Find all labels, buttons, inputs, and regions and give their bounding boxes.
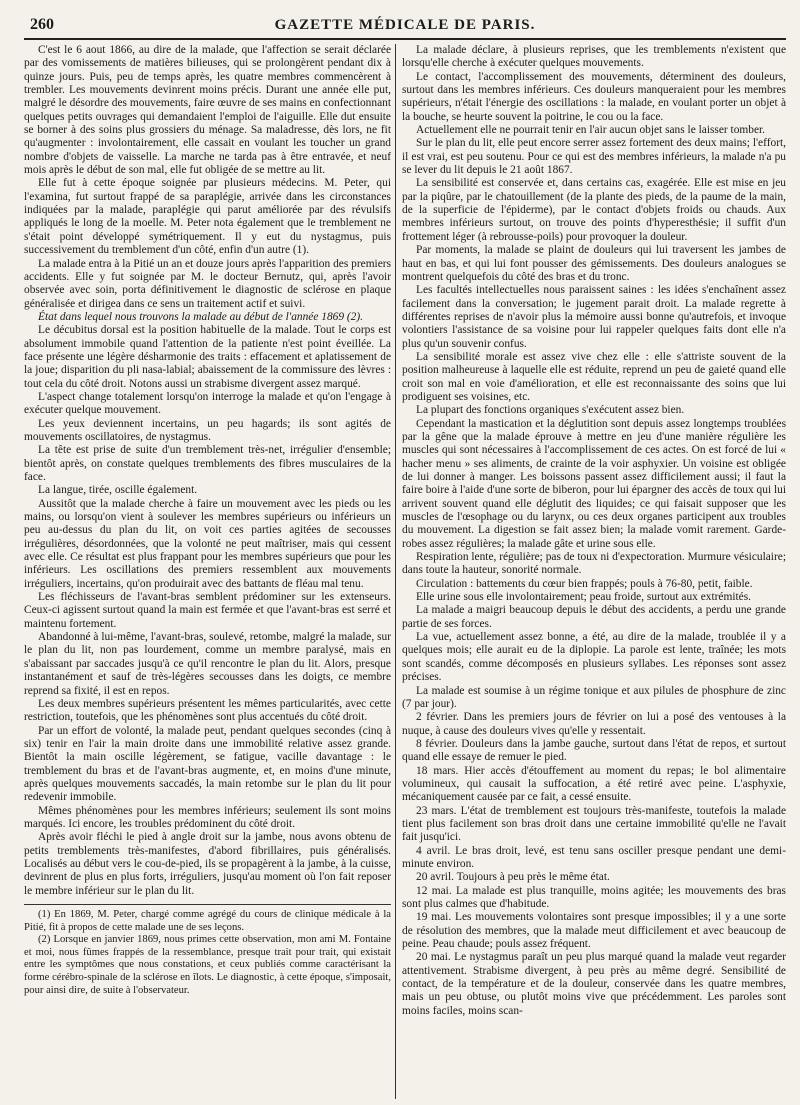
paragraph: Les yeux deviennent incertains, un peu hagards; ils sont agités de mouvements oscillatoires, de nystagmus. xyxy=(24,417,391,443)
paragraph: Par un effort de volonté, la malade peut, pendant quelques secondes (cinq à six) tenir en l'air la main droite dans une immobilité relative assez grande. Bientôt la main oscille légèrement, se fatigue, vacille davantage : le tremblement du bras et de l'avant-bras augmente, et, en moins d'une minute, après quelques mouvements saccadés, la main retombe sur le plan du lit pour redevenir immobile. xyxy=(24,724,391,804)
paragraph: La malade a maigri beaucoup depuis le début des accidents, a perdu une grande partie de ses forces. xyxy=(402,604,786,630)
journal-title: GAZETTE MÉDICALE DE PARIS. xyxy=(274,17,536,33)
paragraph: Elle urine sous elle involontairement; peau froide, surtout aux extrémités. xyxy=(416,591,751,604)
paragraph: Les deux membres supérieurs présentent les mêmes particularités, avec cette restriction, toutefois, que les phénomènes sont plus accentués du côté droit. xyxy=(24,697,391,724)
paragraph: Cependant la mastication et la déglutition sont depuis assez longtemps troublées par la gêne que la malade éprouve à mettre en jeu d'une manière régulière les muscles qui sont nécessaires à l'accomplissement de ces actes. On est forcé de lui « hacher menu » ses aliments, de crainte de la voir asphyxier. Un voisine est obligée de lui donner à manger. Les boissons passent assez difficilement aussi; il faut la faire boire à l'aide d'une sorte de biberon, pour lui épargner des accès de toux qui lui arrivent souvent quand elle déglutit des liquides; ce qui faisait supposer que les muscles de l'œsophage ou du larynx, ou ces deux organes participent aux troubles du mouvement. La digestion se fait assez bien; la malade vomit rarement. Garde-robes assez régulières; la malade gâte et urine sous elle. xyxy=(402,417,786,550)
section-heading: État dans lequel nous trouvons la malade au début de l'année 1869 (2). xyxy=(38,310,364,323)
paragraph: 20 avril. Toujours à peu près le même état. xyxy=(416,871,610,884)
paragraph: La vue, actuellement assez bonne, a été, au dire de la malade, troublée il y a quelques mois; elle aurait eu de la diplopie. La parole est lente, traînée; les mots sont scandés, comme décomposés en plusieurs syllabes. Les réponses sont assez précises. xyxy=(402,631,786,684)
page-header xyxy=(24,14,786,40)
paragraph: 4 avril. Le bras droit, levé, est tenu sans osciller presque pendant une demi-minute environ. xyxy=(402,844,786,870)
paragraph: 20 mai. Le nystagmus paraît un peu plus marqué quand la malade veut regarder attentivement. Strabisme divergent, à peu près au même degré. Sensibilité de contact, de la température et de la douleur, conservée dans les quatre membres, mais un peu obtuse, ou plutôt moins vive que précédemment. Les paroles sont moins faciles, moins scan- xyxy=(402,951,786,1017)
footnotes xyxy=(24,909,391,997)
page-number: 260 xyxy=(30,16,54,33)
paragraph: La plupart des fonctions organiques s'exécutent assez bien. xyxy=(416,404,685,417)
paragraph: La malade déclare, à plusieurs reprises, que les tremblements n'existent que lorsqu'elle cherche à exécuter quelques mouvements. xyxy=(402,44,786,70)
paragraph: La sensibilité morale est assez vive chez elle : elle s'attriste souvent de la position malheureuse à laquelle elle est réduite, reprend un peu de gaieté quand elle croit son mal en voie d'amélioration, et elle est reconnaissante des soins que lui prodiguent ses voisines, etc. xyxy=(402,350,786,403)
paragraph: La sensibilité est conservée et, dans certains cas, exagérée. Elle est mise en jeu par la piqûre, par le chatouillement (de la plante des pieds, de la paume de la main, de la superficie de l'épiderme), par le contact d'objets froids ou chauds. Aux membres inférieurs surtout, on trouve des points d'hyperesthésie; il suffit d'un frottement léger (à rebrousse-poils) pour provoquer la douleur. xyxy=(402,177,786,243)
paragraph: C'est le 6 aout 1866, au dire de la malade, que l'affection se serait déclarée par des vomissements de matières bilieuses, qui se prolongèrent pendant dix à quinze jours. Puis, peu de temps après, les quatre membres commencèrent à trembler. Les mouvements devinrent moins précis. Durant une année elle put, malgré le désordre des mouvements, faire œuvre de ses mains en confectionnant quelques petits ouvrages qui demandaient l'emploi de l'aiguille. Elle dut ensuite se borner à des soins plus grossiers du ménage. Sa maladresse, dès lors, ne fit qu'augmenter : involontairement, elle cassait en voulant les toucher un grand nombre d'objets de vaisselle. La marche ne tarda pas à être entravée, et neuf mois après le début de son mal, elle fut obligée de se mettre au lit. xyxy=(24,44,391,177)
paragraph: La tête est prise de suite d'un tremblement très-net, irrégulier d'ensemble; bientôt après, on constate quelques tremblements des fibres musculaires de la face. xyxy=(24,444,391,483)
paragraph: Les fléchisseurs de l'avant-bras semblent prédominer sur les extenseurs. Ceux-ci agissent surtout quand la main est fermée et que l'avant-bras est serré et maintenu fortement. xyxy=(24,591,391,630)
paragraph: La malade entra à la Pitié un an et douze jours après l'apparition des premiers accidents. Elle y fut soignée par M. le docteur Bernutz, qui, après l'avoir observée avec soin, porta définitivement le diagnostic de sclérose en plaque généralisée et dirigea dans ce sens un traitement actif et suivi. xyxy=(24,257,391,310)
paragraph: 2 février. Dans les premiers jours de février on lui a posé des ventouses à la nuque, à cause des douleurs vives qu'elle y ressentait. xyxy=(402,711,786,737)
paragraph: Aussitôt que la malade cherche à faire un mouvement avec les pieds ou les mains, ou lorsqu'on vient à soulever les membres supérieurs ou inférieurs un peu au-dessus du plan du lit, on voit ces parties agitées de secousses irrégulières, désordonnées, que la volonté ne peut maîtriser, mais qui cessent avec elle. Ce résultat est plus frappant pour les membres supérieurs que pour les inférieurs. Les oscillations des premiers ressemblent aux mouvements irréguliers, incertains, qu'on produirait avec des battants de fléau mal tenu. xyxy=(24,497,391,590)
paragraph: Mêmes phénomènes pour les membres inférieurs; seulement ils sont moins marqués. Ici encore, les troubles prédominent du côté droit. xyxy=(24,804,391,830)
paragraph: 23 mars. L'état de tremblement est toujours très-manifeste, toutefois la malade tient plus facilement son bras droit dans une certaine immobilité qu'elle ne l'avait fait jusqu'ici. xyxy=(402,804,786,844)
footnote: (2) Lorsque en janvier 1869, nous primes cette observation, mon ami M. Fontaine et moi, nous fûmes frappés de la ressemblance, presque trait pour trait, qui existait entre les symptômes que nous constations, et ceux publiés comme caractérisant la forme cérébro-spinale de la sclérose en îlots. Le diagnostic, à cette époque, s'imposait, pour ainsi dire, de suite à l'observateur. xyxy=(24,934,391,996)
paragraph: L'aspect change totalement lorsqu'on interroge la malade et qu'on l'engage à exécuter quelque mouvement. xyxy=(24,390,391,417)
paragraph: Les facultés intellectuelles nous paraissent saines : les idées s'enchaînent assez facilement dans la conversation; le jugement parait droit. La malade regrette à différentes reprises de n'avoir plus la mémoire aussi bonne qu'autrefois, et invoque volontiers l'assistance de sa voisine pour lui rappeler quelques faits dont elle n'a plus qu'un souvenir confus. xyxy=(402,284,786,350)
footnote-divider xyxy=(24,904,391,905)
paragraph: 12 mai. La malade est plus tranquille, moins agitée; les mouvements des bras sont plus calmes que d'habitude. xyxy=(402,884,786,910)
paragraph: 19 mai. Les mouvements volontaires sont presque impossibles; il y a une sorte de résolution des membres, que la malade meut difficilement et avec beaucoup de peine. Peau chaude; pouls assez fréquent. xyxy=(402,911,786,951)
paragraph: 8 février. Douleurs dans la jambe gauche, surtout dans l'état de repos, et surtout quand elle essaye de remuer le pied. xyxy=(402,737,786,764)
article-columns xyxy=(24,44,786,1099)
paragraph: Le décubitus dorsal est la position habituelle de la malade. Tout le corps est absolument immobile quand l'attention de la patiente n'est point éveillée. La face présente une légère désharmonie des traits : effacement et aplatissement de la joue; disparition du pli nasa-labial; abaissement de la commissure des lèvres : tout cela du côté droit. Notons aussi un strabisme divergent assez marqué. xyxy=(24,324,391,390)
paragraph: La malade est soumise à un régime tonique et aux pilules de phosphure de zinc (7 par jour). xyxy=(402,684,786,710)
right-column xyxy=(402,44,786,1099)
paragraph: Par moments, la malade se plaint de douleurs qui lui traversent les jambes de haut en bas, et qui lui font pousser des gémissements. Des douleurs analogues se montrent quelquefois du côté des bras et du tronc. xyxy=(402,244,786,283)
paragraph: Abandonné à lui-même, l'avant-bras, soulevé, retombe, malgré la malade, sur le plan du lit, non pas lourdement, comme un membre paralysé, mais en s'abaissant par saccades jusqu'à ce qu'il rencontre le plan du lit. Alors, presque instantanément et sauf de très-légères secousses dans les doigts, ce membre reprend sa fixité, il est en repos. xyxy=(24,631,391,697)
paragraph: Actuellement elle ne pourrait tenir en l'air aucun objet sans le laisser tomber. xyxy=(416,124,766,137)
paragraph: Après avoir fléchi le pied à angle droit sur la jambe, nous avons obtenu de petits tremblements très-manifestes, d'abord fibrillaires, puis généralisés. Localisés au début vers le cou-de-pied, ils se propagèrent à la jambe, à la cuisse, devinrent de plus en plus forts, irréguliers, jusqu'au moment où l'on fait reposer le membre inférieur sur le plan du lit. xyxy=(24,831,391,897)
paragraph: Respiration lente, régulière; pas de toux ni d'expectoration. Murmure vésiculaire; dans toute la hauteur, sonorité normale. xyxy=(402,551,786,577)
paragraph: 18 mars. Hier accès d'étouffement au moment du repas; le bol alimentaire volumineux, qui causait la suffocation, a été retiré avec peine. L'asphyxie, mécaniquement causée par ce fait, a cessé ensuite. xyxy=(402,764,786,804)
paragraph: Le contact, l'accomplissement des mouvements, déterminent des douleurs, surtout dans les membres inférieurs. Ces douleurs manqueraient pour les membres supérieurs, n'était l'énergie des oscillations : la malade, en voulant porter un objet à la bouche, se heurte souvent la poitrine, le cou ou la face. xyxy=(402,70,786,123)
paragraph: La langue, tirée, oscille également. xyxy=(38,484,198,497)
left-column xyxy=(24,44,391,1099)
paragraph: Sur le plan du lit, elle peut encore serrer assez fortement des deux mains; l'effort, il est vrai, est peu soutenu. Pour ce qui est des membres inférieurs, la malade n'a pu se lever du lit depuis le 21 août 1867. xyxy=(402,137,786,177)
paragraph: Elle fut à cette époque soignée par plusieurs médecins. M. Peter, qui l'examina, fut surtout frappé de sa paraplégie, arrivée dans les circonstances indiquées par la malade, paraplégie qui parut améliorée par des révulsifs appliqués le long de la moelle. M. Peter nota également que le tremblement ne s'était point développé symétriquement. Il y eut du nystagmus, puis successivement du tremblement d'un côté, enfin d'un autre (1). xyxy=(24,177,391,257)
column-divider xyxy=(395,44,396,1099)
paragraph: Circulation : battements du cœur bien frappés; pouls à 76-80, petit, faible. xyxy=(416,577,753,590)
footnote: (1) En 1869, M. Peter, chargé comme agrégé du cours de clinique médicale à la Pitié, fit à propos de cette malade une de ses leçons. xyxy=(24,909,391,933)
